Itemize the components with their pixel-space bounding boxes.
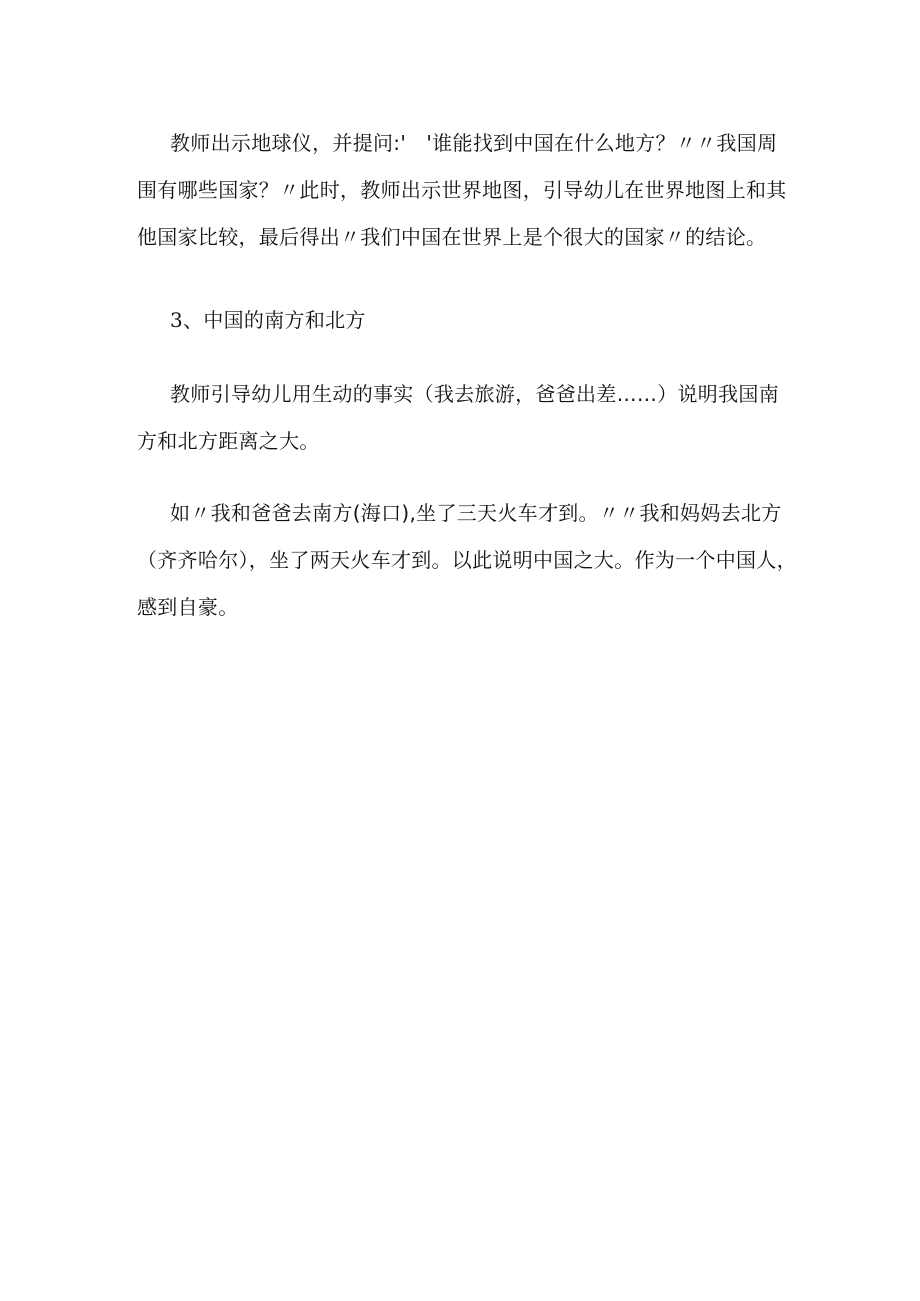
paragraph-globe-activity: 教师出示地球仪，并提问:' '谁能找到中国在什么地方？〃〃我国周围有哪些国家？〃此时，教师出示世界地图，引导幼儿在世界地图上和其他国家比较，最后得出〃我们中国在世界上是个很大的国家〃的结论。	[137, 131, 787, 249]
paragraph-train-examples: 如〃我和爸爸去南方(海口),坐了三天火车才到。〃〃我和妈妈去北方（齐齐哈尔），坐了两天火车才到。以此说明中国之大。作为一个中国人，感到自豪。	[137, 501, 797, 619]
paragraph-distance-facts: 教师引导幼儿用生动的事实（我去旅游，爸爸出差……）说明我国南方和北方距离之大。	[137, 382, 779, 453]
section-heading-south-north: 3、中国的南方和北方	[170, 308, 366, 332]
